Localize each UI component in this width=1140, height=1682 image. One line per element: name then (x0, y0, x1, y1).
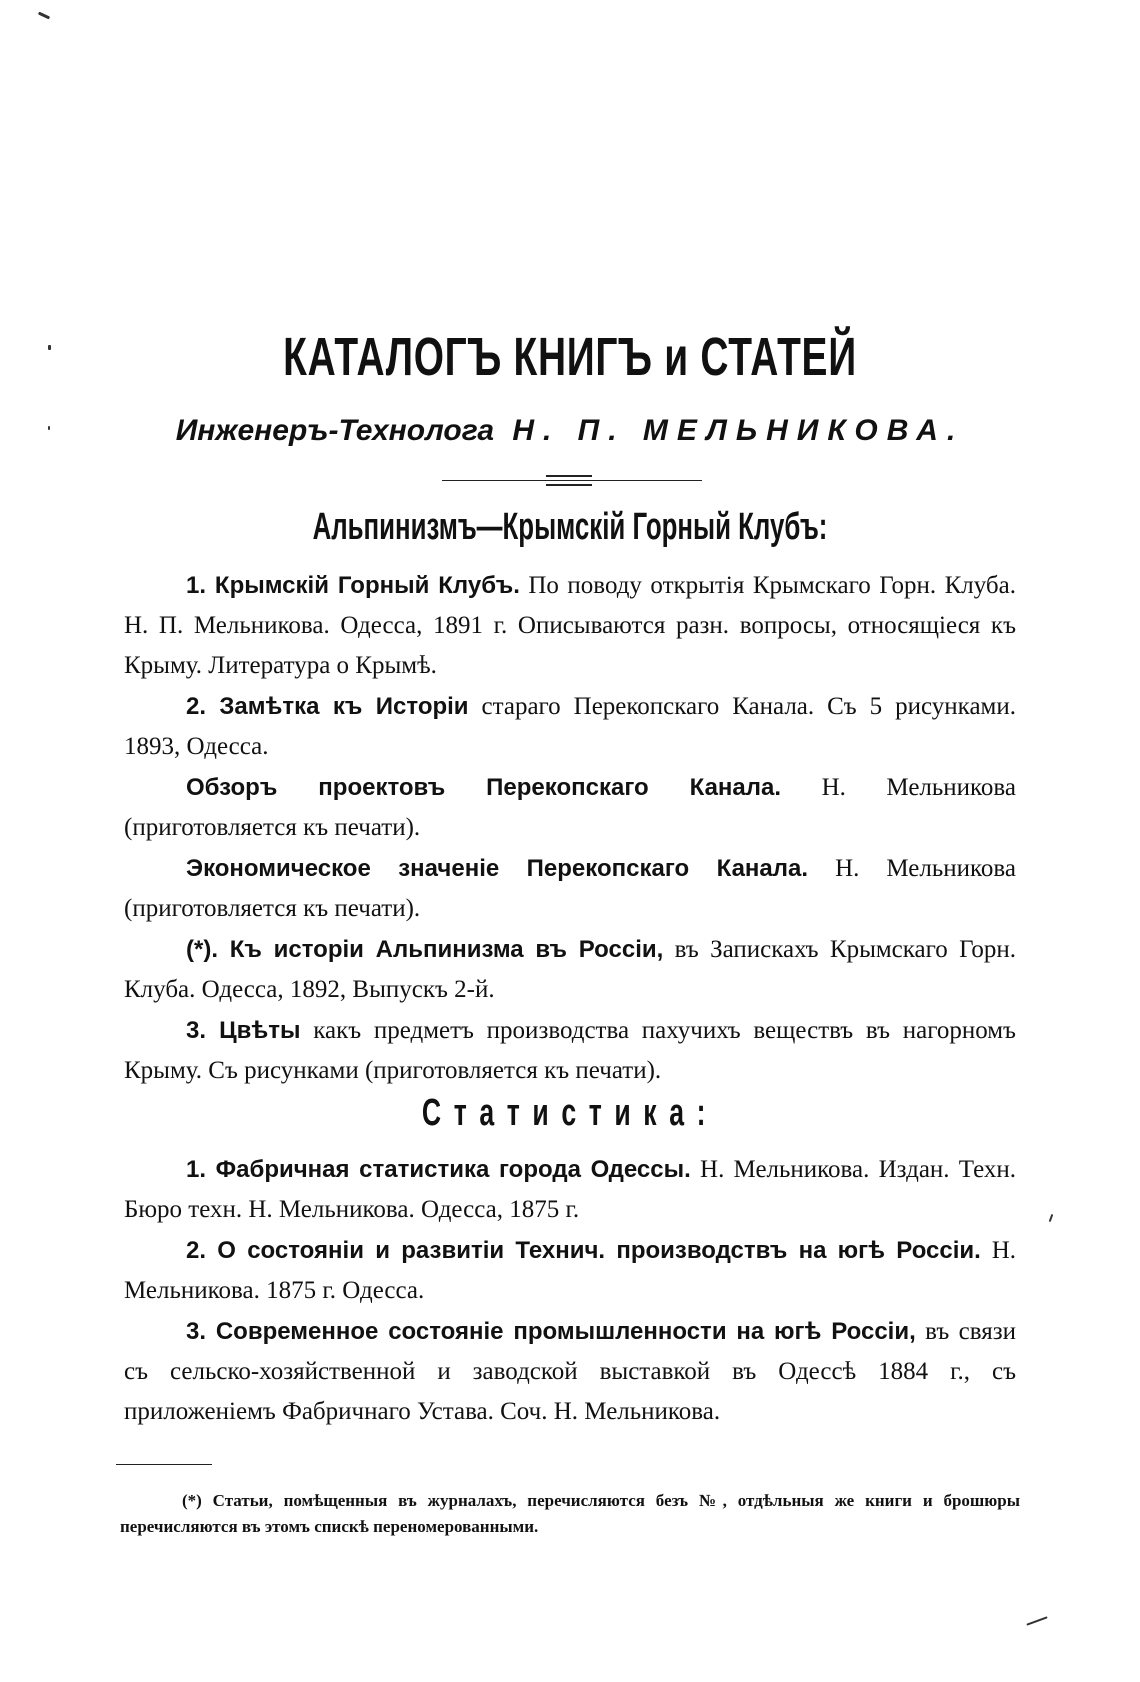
list-item (124, 1011, 1016, 1091)
list-item (124, 930, 1016, 1010)
entry-text: какъ предметъ производства пахучихъ веществъ въ нагорномъ Крыму. Съ рисунками (приготовляется къ печати). (124, 1017, 1016, 1084)
title-divider (442, 480, 702, 481)
title-divider-accent (546, 475, 592, 477)
page-title: КАТАЛОГЪ КНИГЪ и СТАТЕЙ (283, 327, 857, 387)
scan-speck (48, 345, 51, 350)
alpinism-entries (124, 566, 1016, 1092)
page-subtitle (0, 414, 1140, 448)
section-heading-statistics: Статистика: (421, 1092, 719, 1134)
list-item (124, 566, 1016, 686)
scan-speck (1026, 1616, 1047, 1625)
scan-speck (1049, 1214, 1054, 1222)
entry-text: Н. Мельникова (приготовляется къ печати). (124, 774, 1016, 841)
subtitle-prefix: Инженеръ-Технолога (175, 414, 494, 447)
list-item (124, 768, 1016, 848)
list-item (124, 1231, 1016, 1311)
entry-lead: 2. Замѣтка къ Исторіи (186, 693, 469, 720)
entry-lead: 1. Фабричная статистика города Одессы. (186, 1156, 691, 1183)
list-item (124, 687, 1016, 767)
list-item (124, 1150, 1016, 1230)
entry-text: въ Запискахъ Крымскаго Горн. Клуба. Одесса, 1892, Выпускъ 2-й. (124, 936, 1016, 1003)
list-item (124, 849, 1016, 929)
entry-lead: 2. О состояніи и развитіи Технич. производствъ на югѣ Россіи. (186, 1237, 981, 1264)
entry-lead: Обзоръ проектовъ Перекопскаго Канала. (186, 774, 782, 801)
entry-lead: (*). Къ исторіи Альпинизма въ Россіи, (186, 936, 664, 963)
title-divider-accent (546, 484, 592, 486)
entry-lead: 3. Современное состояніе промышленности на югѣ Россіи, (186, 1318, 916, 1345)
section-heading-alpinism: Альпинизмъ—Крымскій Горный Клубъ: (312, 506, 828, 548)
footnote-divider (116, 1464, 212, 1465)
entry-text: стараго Перекопскаго Канала. Съ 5 рисунками. 1893, Одесса. (124, 693, 1016, 760)
scan-speck (38, 12, 50, 20)
entry-text: въ связи съ сельско-хозяйственной и заводской выставкой въ Одессѣ 1884 г., съ приложеніемъ Фабричнаго Устава. Соч. Н. Мельникова. (124, 1318, 1016, 1425)
entry-lead: Экономическое значеніе Перекопскаго Канала. (186, 855, 809, 882)
subtitle-author: Н. П. МЕЛЬНИКОВА. (512, 414, 965, 447)
entry-text: Н. Мельникова. 1875 г. Одесса. (124, 1237, 1016, 1304)
footnote: (*) Статьи, помѣщенныя въ журналахъ, перечисляются безъ №, отдѣльныя же книги и брошюры перечисляются въ этомъ спискѣ переномерованными. (120, 1491, 1020, 1536)
list-item (124, 1312, 1016, 1432)
statistics-entries (124, 1150, 1016, 1433)
entry-lead: 3. Цвѣты (186, 1017, 301, 1044)
entry-lead: 1. Крымскій Горный Клубъ. (186, 572, 520, 599)
entry-text: Н. Мельникова (приготовляется къ печати). (124, 855, 1016, 922)
entry-text: Н. Мельникова. Издан. Техн. Бюро техн. Н. Мельникова. Одесса, 1875 г. (124, 1156, 1016, 1223)
entry-text: По поводу открытія Крымскаго Горн. Клуба. Н. П. Мельникова. Одесса, 1891 г. Описываются разн. вопросы, относящіеся къ Крыму. Литература о Крымѣ. (124, 572, 1016, 679)
